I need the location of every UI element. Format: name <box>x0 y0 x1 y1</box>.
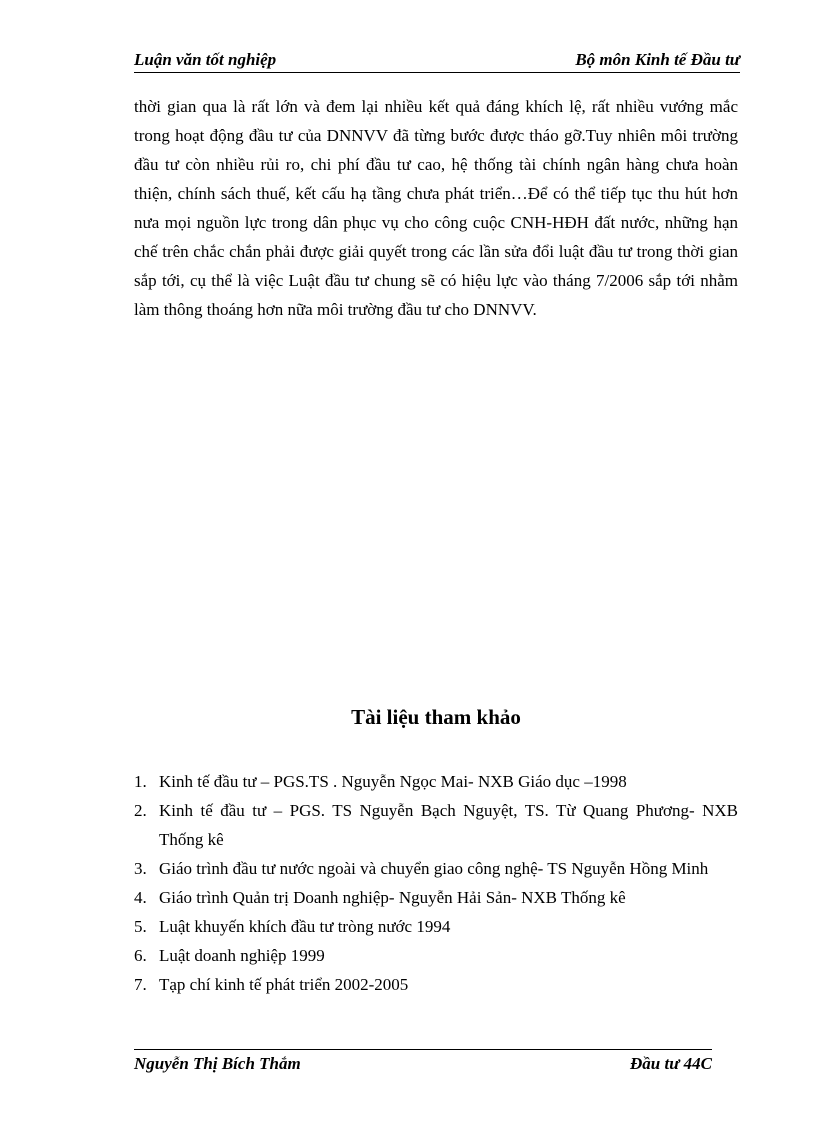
footer-class-label: Đầu tư 44C <box>630 1054 712 1073</box>
reference-item <box>134 912 738 941</box>
reference-number: 3. <box>134 859 147 878</box>
references-list <box>134 767 738 999</box>
footer-author-name: Nguyễn Thị Bích Thắm <box>134 1054 301 1073</box>
header-thesis-label: Luận văn tốt nghiệp <box>134 50 277 69</box>
reference-text: Luật khuyến khích đầu tư tròng nước 1994 <box>159 917 451 936</box>
reference-item <box>134 767 738 796</box>
reference-number: 2. <box>134 801 147 820</box>
reference-item <box>134 854 738 883</box>
page-header <box>134 50 740 73</box>
reference-text: Tạp chí kinh tế phát triển 2002-2005 <box>159 975 409 994</box>
reference-item <box>134 941 738 970</box>
reference-item <box>134 970 738 999</box>
reference-number: 7. <box>134 975 147 994</box>
page-footer <box>134 1049 712 1078</box>
reference-number: 6. <box>134 946 147 965</box>
reference-text: Kinh tế đầu tư – PGS.TS . Nguyễn Ngọc Mai- NXB Giáo dục –1998 <box>159 772 627 791</box>
reference-number: 4. <box>134 888 147 907</box>
reference-text: Luật doanh nghiệp 1999 <box>159 946 325 965</box>
reference-text: Giáo trình đầu tư nước ngoài và chuyển giao công nghệ- TS Nguyễn Hồng Minh <box>159 859 709 878</box>
reference-text: Giáo trình Quản trị Doanh nghiệp- Nguyễn Hải Sản- NXB Thống kê <box>159 888 626 907</box>
reference-item <box>134 883 738 912</box>
reference-number: 1. <box>134 772 147 791</box>
reference-text: Kinh tế đầu tư – PGS. TS Nguyễn Bạch Nguyệt, TS. Từ Quang Phương- NXB Thống kê <box>159 801 738 849</box>
reference-number: 5. <box>134 917 147 936</box>
reference-item <box>134 796 738 854</box>
references-title: Tài liệu tham khảo <box>351 705 521 729</box>
header-department-label: Bộ môn Kinh tế Đầu tư <box>575 50 740 69</box>
body-paragraph: thời gian qua là rất lớn và đem lại nhiều kết quả đáng khích lệ, rất nhiều vướng mắc trong hoạt động đầu tư của DNNVV đã từng bước được tháo gỡ.Tuy nhiên môi trường đầu tư còn nhiều rủi ro, chi phí đầu tư cao, hệ thống tài chính ngân hàng chưa hoàn thiện, chính sách thuế, kết cấu hạ tầng chưa phát triển…Để có thể tiếp tục thu hút hơn nưa mọi nguồn lực trong dân phục vụ cho công cuộc CNH-HĐH đất nước, những hạn chế trên chắc chắn phải được giải quyết trong các lần sửa đổi luật đầu tư trong thời gian sắp tới, cụ thể là việc Luật đầu tư chung sẽ có hiệu lực vào tháng 7/2006 sắp tới nhằm làm thông thoáng hơn nữa môi trường đầu tư cho DNNVV. <box>134 97 738 319</box>
